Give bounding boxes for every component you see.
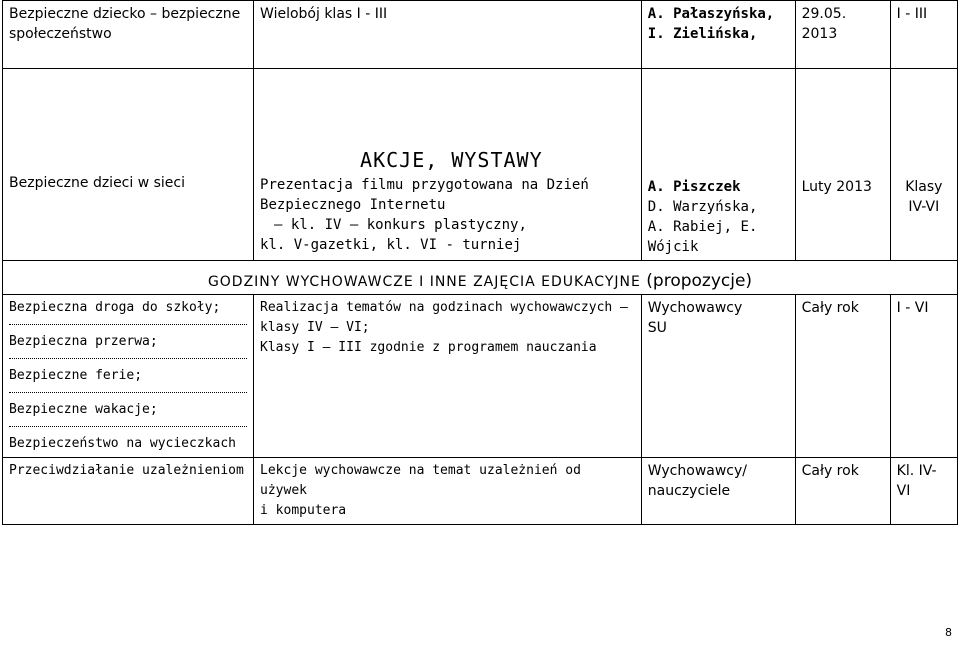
cell-classes bbox=[890, 295, 957, 458]
cell-text: Bezpiecznego Internetu bbox=[260, 197, 446, 213]
cell-text: IV-VI bbox=[908, 199, 940, 215]
cell-text: A. Piszczek bbox=[647, 179, 741, 195]
cell-text: VI bbox=[896, 483, 911, 499]
cell-activity bbox=[254, 145, 642, 261]
cell-responsible bbox=[641, 1, 795, 69]
cell-text: Cały rok bbox=[801, 300, 859, 316]
cell-topic bbox=[3, 1, 254, 69]
table-row bbox=[3, 295, 958, 458]
cell-text: I - III bbox=[896, 6, 928, 22]
cell-text: kl. V-gazetki, kl. VI - turniej bbox=[260, 237, 522, 253]
cell-text: Wychowawcy bbox=[647, 300, 743, 316]
cell-classes bbox=[890, 145, 957, 261]
cell-text: D. Warzyńska, bbox=[647, 199, 758, 215]
section-header-text: GODZINY WYCHOWAWCZE I INNE ZAJĘCIA EDUKACYJNE bbox=[207, 274, 641, 290]
table-row bbox=[3, 1, 958, 69]
cell-text: Realizacja tematów na godzinach wychowawczych – bbox=[260, 300, 628, 315]
cell-text: Cały rok bbox=[801, 463, 859, 479]
cell-empty bbox=[641, 69, 795, 146]
cell-text: 29.05. 2013 bbox=[801, 6, 847, 42]
cell-classes bbox=[890, 458, 957, 525]
cell-activity bbox=[254, 295, 642, 458]
cell-text: Kl. IV- bbox=[896, 463, 937, 479]
cell-text: Bezpieczne dziecko – bezpieczne społeczeństwo bbox=[9, 6, 241, 42]
cell-topic-list bbox=[3, 295, 254, 458]
cell-text: i komputera bbox=[260, 503, 347, 518]
cell-text: – kl. IV – konkurs plastyczny, bbox=[274, 217, 527, 233]
section-header-actions: AKCJE, WYSTAWY bbox=[360, 148, 543, 172]
section-header-note: (propozycje) bbox=[646, 271, 753, 291]
table-row bbox=[3, 261, 958, 295]
cell-text: Klasy bbox=[905, 179, 943, 195]
cell-date bbox=[795, 145, 890, 261]
cell-text: Wychowawcy/ bbox=[647, 463, 747, 479]
cell-activity bbox=[254, 1, 642, 69]
cell-text: klasy IV – VI; bbox=[260, 320, 370, 335]
cell-text: Klasy I – III zgodnie z programem nauczania bbox=[260, 340, 597, 355]
cell-empty bbox=[254, 69, 642, 146]
cell-text: Wielobój klas I - III bbox=[260, 6, 388, 22]
cell-text: nauczyciele bbox=[647, 483, 731, 499]
cell-topic bbox=[3, 145, 254, 261]
cell-responsible bbox=[641, 295, 795, 458]
cell-text: Luty 2013 bbox=[801, 179, 872, 195]
cell-topic bbox=[3, 458, 254, 525]
cell-text: Lekcje wychowawcze na temat uzależnień od używek bbox=[260, 463, 581, 498]
cell-empty bbox=[795, 69, 890, 146]
table-row bbox=[3, 458, 958, 525]
cell-activity bbox=[254, 458, 642, 525]
cell-text: I. Zielińska, bbox=[647, 26, 758, 42]
cell-empty bbox=[890, 69, 957, 146]
cell-text: Bezpieczne dzieci w sieci bbox=[9, 175, 185, 191]
cell-date bbox=[795, 1, 890, 69]
list-item: Bezpieczeństwo na wycieczkach bbox=[9, 436, 236, 451]
cell-text: A. Pałaszyńska, bbox=[647, 6, 775, 22]
cell-classes bbox=[890, 1, 957, 69]
list-item: Bezpieczna droga do szkoły; bbox=[9, 298, 247, 325]
list-item: Bezpieczna przerwa; bbox=[9, 332, 247, 359]
list-item: Bezpieczne ferie; bbox=[9, 366, 247, 393]
cell-responsible bbox=[641, 145, 795, 261]
cell-text: Prezentacja filmu przygotowana na Dzień bbox=[260, 177, 589, 193]
cell-empty bbox=[3, 69, 254, 146]
section-header-class-hours bbox=[3, 261, 958, 295]
list-item: Bezpieczne wakacje; bbox=[9, 400, 247, 427]
cell-text: SU bbox=[647, 320, 667, 336]
cell-text: Przeciwdziałanie uzależnieniom bbox=[9, 463, 244, 478]
cell-date bbox=[795, 458, 890, 525]
cell-text: A. Rabiej, E. Wójcik bbox=[647, 219, 758, 255]
cell-responsible bbox=[641, 458, 795, 525]
table-row bbox=[3, 69, 958, 146]
page-number: 8 bbox=[945, 626, 952, 639]
schedule-table bbox=[2, 0, 958, 525]
cell-text: I - VI bbox=[896, 300, 929, 316]
table-row bbox=[3, 145, 958, 261]
cell-date bbox=[795, 295, 890, 458]
